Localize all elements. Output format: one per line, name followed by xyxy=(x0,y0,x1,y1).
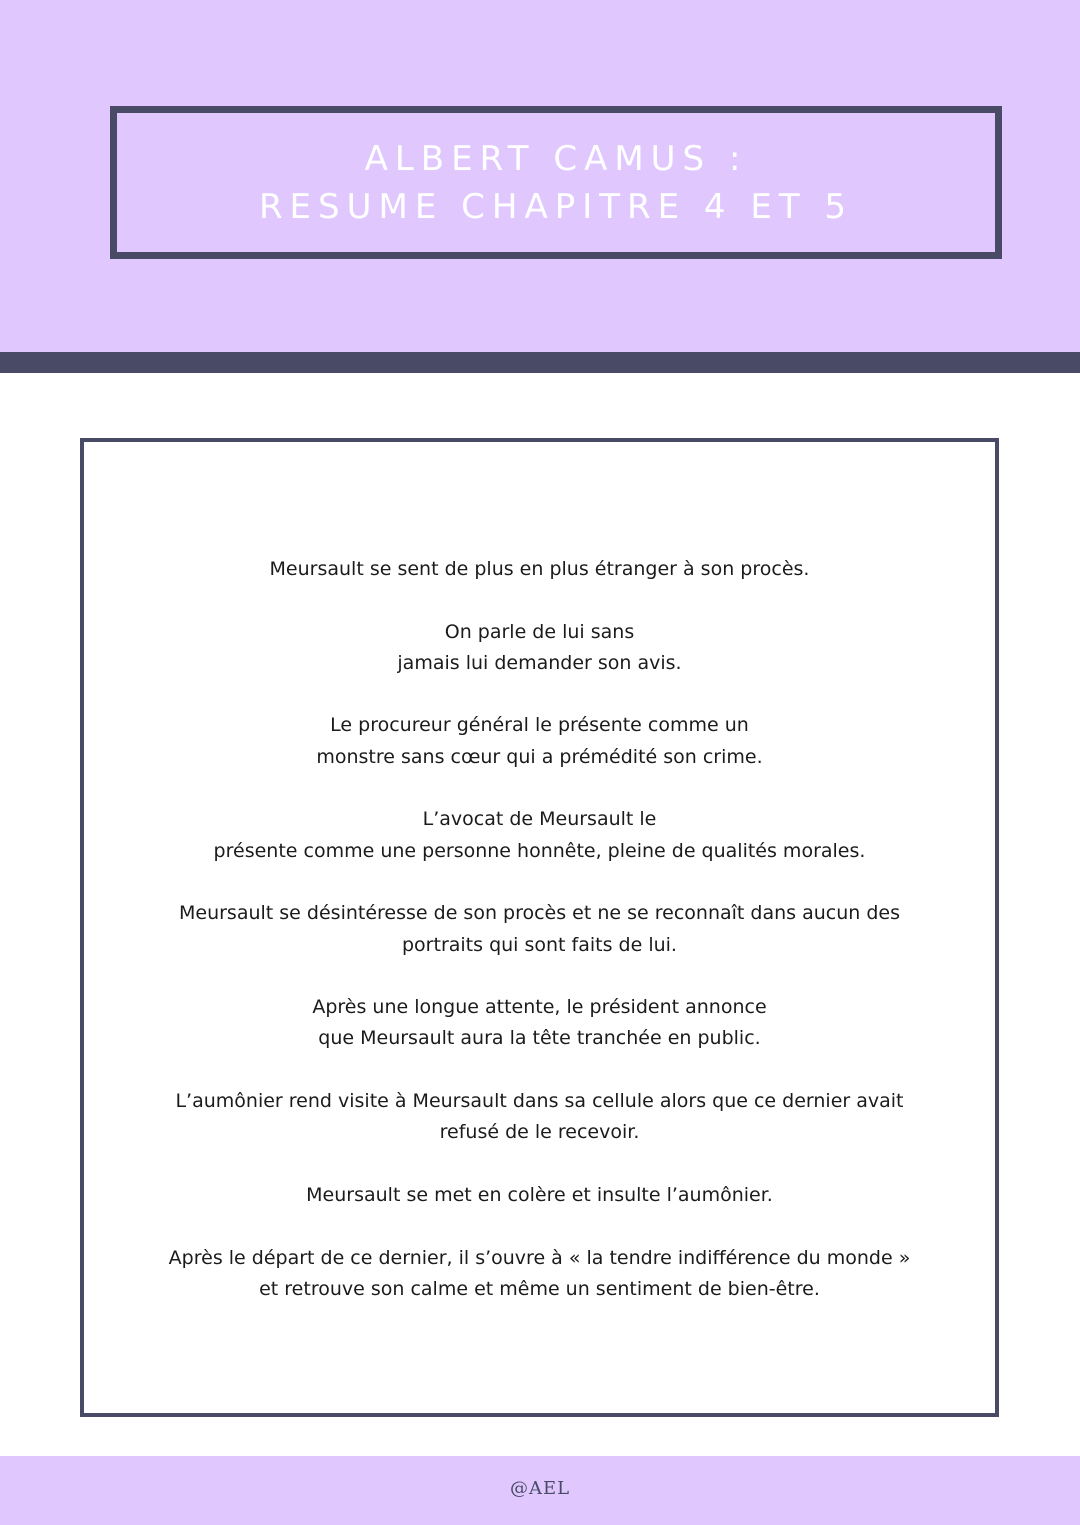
summary-line: Meursault se met en colère et insulte l’aumônier. xyxy=(306,1183,773,1206)
page-title-line-2: RESUME CHAPITRE 4 ET 5 xyxy=(258,186,854,227)
header-divider xyxy=(0,352,1080,373)
summary-line: jamais lui demander son avis. xyxy=(397,651,682,674)
summary-paragraph xyxy=(84,1086,995,1149)
summary-box xyxy=(80,438,999,1417)
summary-paragraph xyxy=(84,992,995,1055)
summary-line: Après le départ de ce dernier, il s’ouvre à « la tendre indifférence du monde » xyxy=(168,1246,911,1269)
summary-paragraph xyxy=(84,1180,995,1211)
summary-line: que Meursault aura la tête tranchée en public. xyxy=(318,1027,761,1050)
summary-paragraph xyxy=(84,1243,995,1306)
summary-text xyxy=(84,554,995,1336)
header-band xyxy=(0,0,1080,352)
footer-band xyxy=(0,1456,1080,1525)
summary-line: portraits qui sont faits de lui. xyxy=(402,933,677,956)
summary-line: L’aumônier rend visite à Meursault dans sa cellule alors que ce dernier avait xyxy=(175,1090,904,1113)
summary-line: Meursault se sent de plus en plus étranger à son procès. xyxy=(269,558,810,580)
summary-paragraph xyxy=(84,804,995,867)
summary-paragraph xyxy=(84,617,995,680)
summary-paragraph xyxy=(84,898,995,961)
summary-line: On parle de lui sans xyxy=(444,620,635,643)
title-frame xyxy=(110,106,1002,259)
summary-line: Après une longue attente, le président annonce xyxy=(312,996,767,1019)
summary-line: Meursault se désintéresse de son procès et ne se reconnaît dans aucun des xyxy=(179,902,900,925)
summary-line: monstre sans cœur qui a prémédité son crime. xyxy=(316,745,763,768)
summary-paragraph xyxy=(84,710,995,773)
summary-line: présente comme une personne honnête, pleine de qualités morales. xyxy=(213,839,866,862)
author-handle: @AEL xyxy=(509,1478,571,1499)
summary-line: refusé de le recevoir. xyxy=(439,1121,640,1144)
summary-line: L’avocat de Meursault le xyxy=(422,808,657,831)
summary-line: Le procureur général le présente comme un xyxy=(330,714,749,737)
summary-paragraph xyxy=(84,554,995,585)
page-title-line-1: ALBERT CAMUS : xyxy=(364,138,748,179)
summary-line: et retrouve son calme et même un sentiment de bien-être. xyxy=(259,1277,820,1300)
